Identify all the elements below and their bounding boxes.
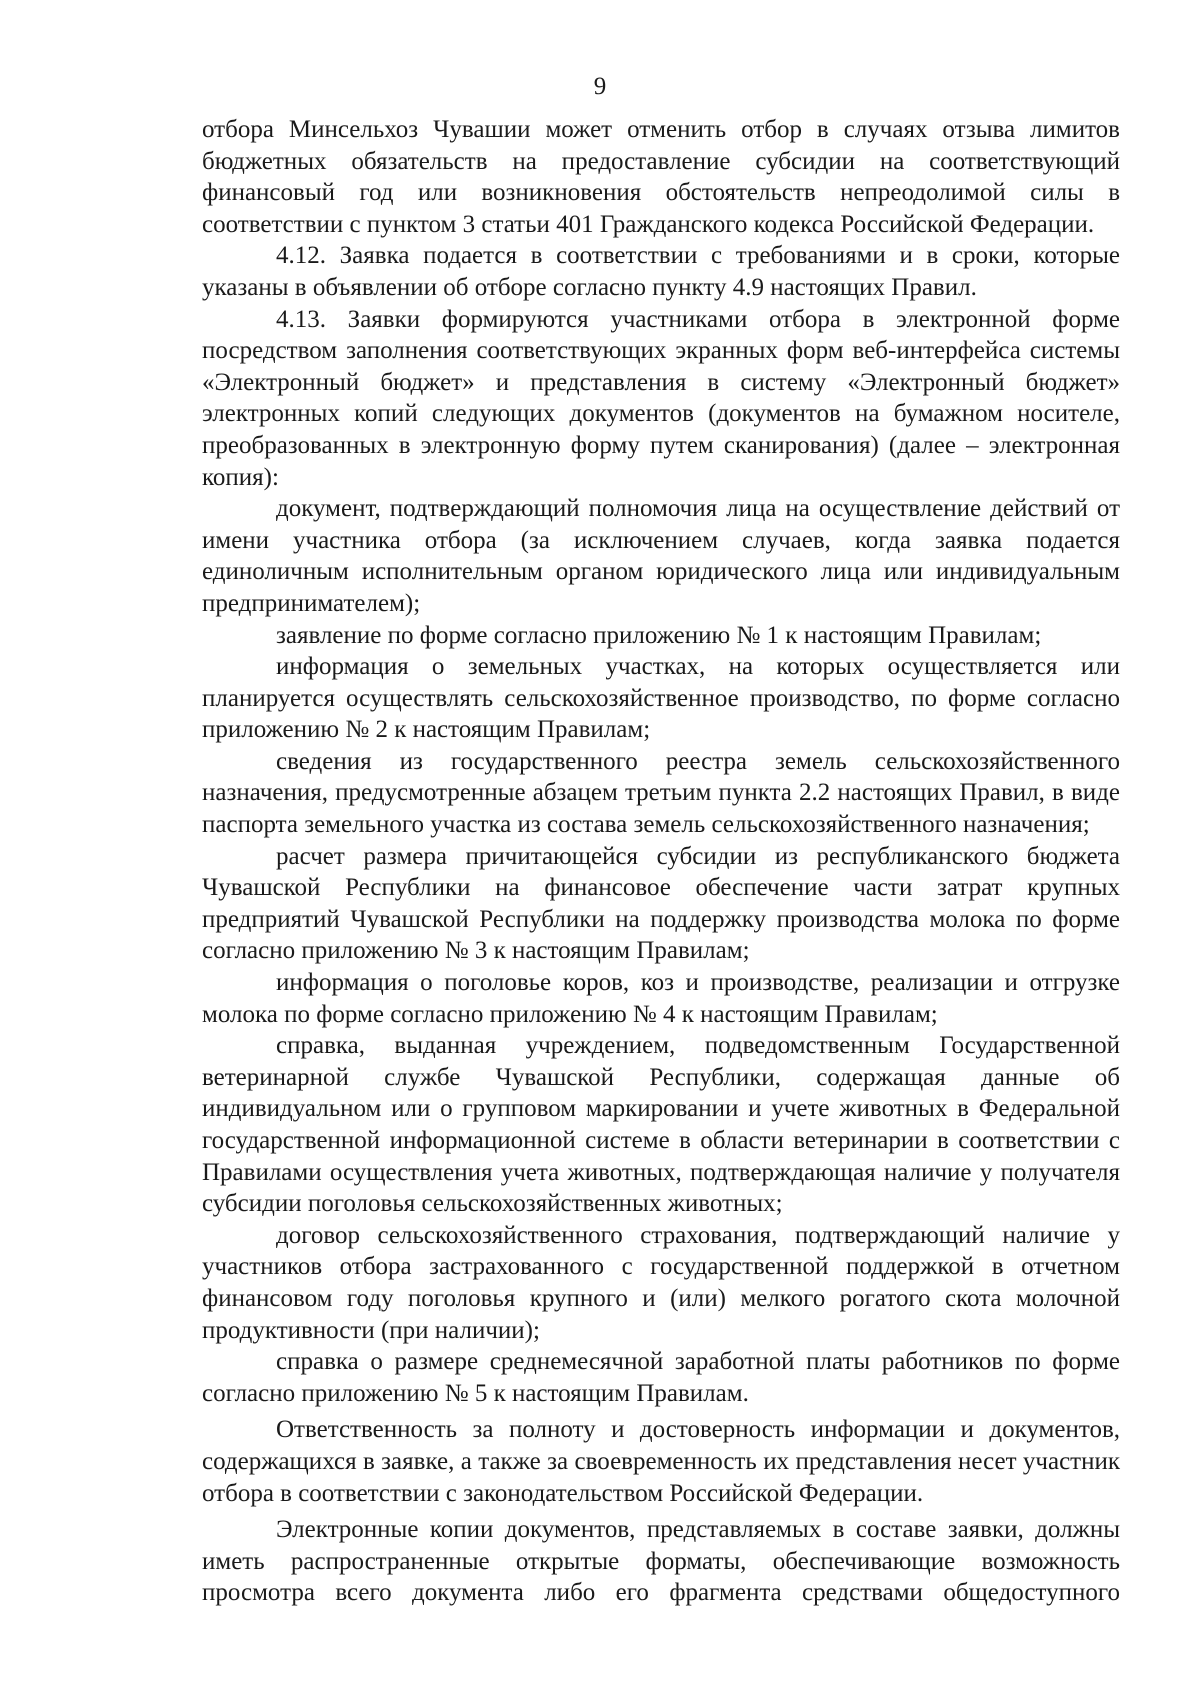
paragraph-4-13: 4.13. Заявки формируются участниками отбора в электронной форме посредством заполнения соответствующих экранных форм веб-интерфейса системы «Электронный бюджет» и представления в систему «Электронный бюджет» электронных копий следующих документов (документов на бумажном носителе, преобразованных в электронную форму путем сканирования) (далее – электронная копия): [202,305,1120,491]
list-item-application-form: заявление по форме согласно приложению № 1 к настоящим Правилам; [276,621,1042,649]
list-item-insurance-contract: договор сельскохозяйственного страхования, подтверждающий наличие у участников отбора застрахованного с государственной поддержкой в отчетном финансовом году поголовья крупного и (или) мелкого рогатого скота молочной продуктивности (при наличии); [202,1221,1120,1344]
list-item-land-registry: сведения из государственного реестра земель сельскохозяйственного назначения, предусмотренные абзацем третьим пункта 2.2 настоящих Правил, в виде паспорта земельного участка из состава земель сельскохозяйственного назначения; [202,747,1120,839]
list-item-livestock-info: информация о поголовье коров, коз и производстве, реализации и отгрузке молока по форме согласно приложению № 4 к настоящим Правилам; [202,969,1120,1028]
list-item-authority-document: документ, подтверждающий полномочия лица на осуществление действий от имени участника отбора (за исключением случаев, когда заявка подается единоличным исполнительным органом юридического лица или индивидуальным предпринимателем); [202,495,1120,617]
paragraph-4-12: 4.12. Заявка подается в соответствии с требованиями и в сроки, которые указаны в объявлении об отборе согласно пункту 4.9 настоящих Правил. [202,242,1120,301]
paragraph-continuation: отбора Минсельхоз Чувашии может отменить отбор в случаях отзыва лимитов бюджетных обязательств на предоставление субсидии на соответствующий финансовый год или возникновения обстоятельств непреодолимой силы в соответствии с пунктом 3 статьи 401 Гражданского кодекса Российской Федерации. [202,116,1120,238]
list-item-land-plots-info: информация о земельных участках, на которых осуществляется или планируется осуществлять сельскохозяйственное производство, по форме согласно приложению № 2 к настоящим Правилам; [202,653,1120,744]
document-body [202,114,1120,1609]
page-number: 9 [593,73,607,100]
list-item-veterinary-certificate: справка, выданная учреждением, подведомственным Государственной ветеринарной службе Чувашской Республики, содержащая данные об индивидуальном или о групповом маркировании и учете животных в Федеральной государственной информационной системе в области ветеринарии в соответствии с Правилами осуществления учета животных, подтверждающая наличие у получателя субсидии поголовья сельскохозяйственных животных; [202,1032,1120,1218]
list-item-salary-certificate: справка о размере среднемесячной заработной платы работников по форме согласно приложению № 5 к настоящим Правилам. [202,1348,1120,1407]
paragraph-responsibility: Ответственность за полноту и достоверность информации и документов, содержащихся в заявке, а также за своевременность их представления несет участник отбора в соответствии с законодательством Российской Федерации. [202,1416,1120,1507]
list-item-subsidy-calculation: расчет размера причитающейся субсидии из республиканского бюджета Чувашской Республики на финансовое обеспечение части затрат крупных предприятий Чувашской Республики на поддержку производства молока по форме согласно приложению № 3 к настоящим Правилам; [202,842,1120,965]
paragraph-electronic-copies: Электронные копии документов, представляемых в составе заявки, должны иметь распространенные открытые форматы, обеспечивающие возможность просмотра всего документа либо его фрагмента средствами общедоступного [202,1516,1120,1607]
